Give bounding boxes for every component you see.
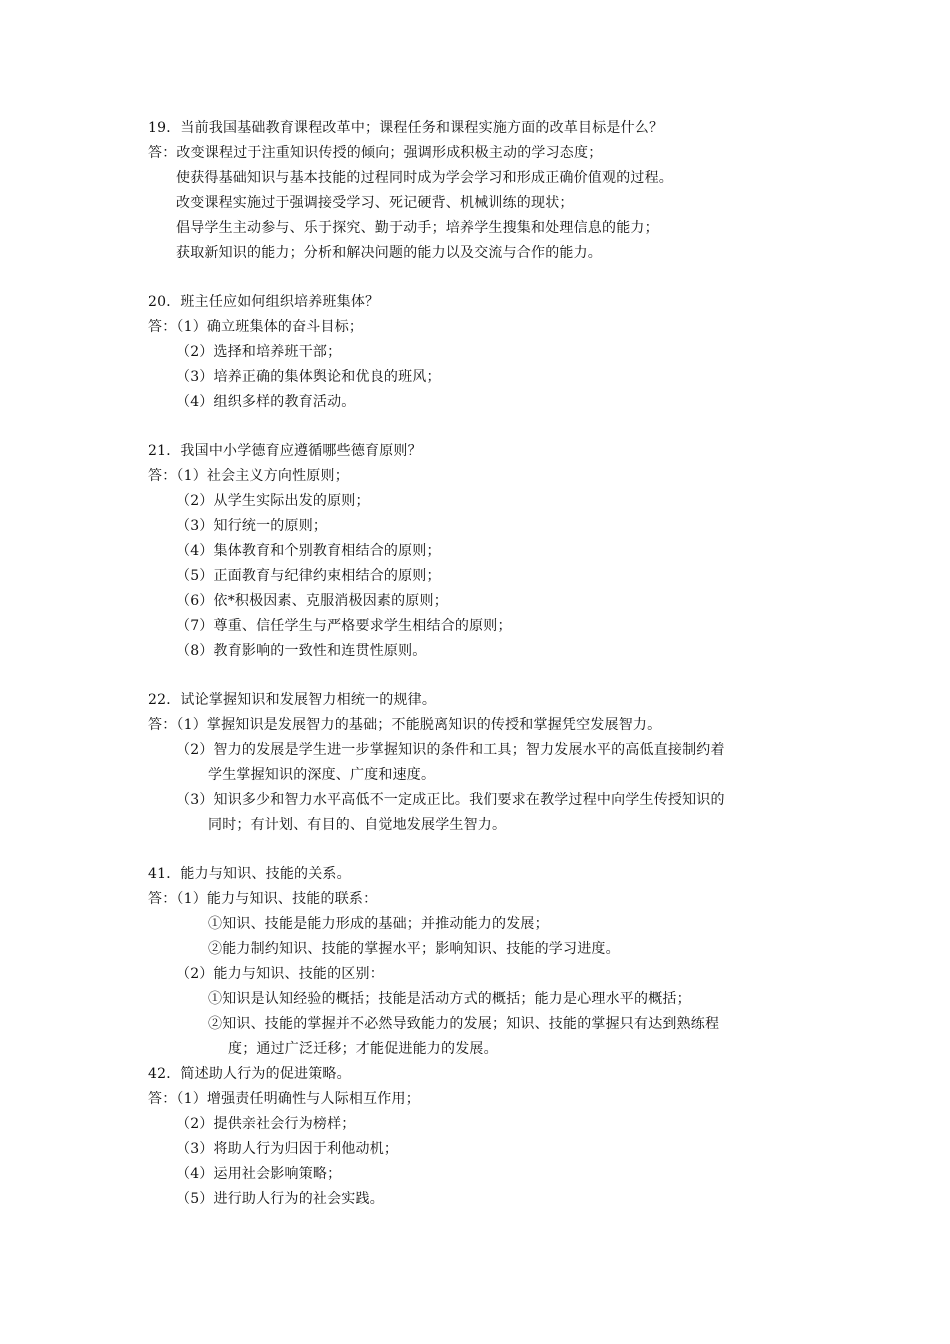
answer-41-line: 度；通过广泛迁移；才能促进能力的发展。: [228, 1041, 498, 1057]
answer-22-line: （3）知识多少和智力水平高低不一定成正比。我们要求在教学过程中向学生传授知识的: [176, 792, 725, 808]
answer-19-line: 倡导学生主动参与、乐于探究、勤于动手；培养学生搜集和处理信息的能力；: [176, 220, 659, 236]
answer-42-line: （2）提供亲社会行为榜样；: [176, 1116, 356, 1132]
answer-42-line: （4）运用社会影响策略；: [176, 1166, 342, 1182]
question-22-title: 22．试论掌握知识和发展智力相统一的规律。: [148, 692, 437, 708]
answer-21-line: （6）依*积极因素、克服消极因素的原则；: [176, 593, 448, 609]
answer-19-line: 获取新知识的能力；分析和解决问题的能力以及交流与合作的能力。: [176, 245, 602, 261]
answer-20-line: （2）选择和培养班干部；: [176, 344, 342, 360]
answer-21-line: （7）尊重、信任学生与严格要求学生相结合的原则；: [176, 618, 512, 634]
answer-41-line: ①知识、技能是能力形成的基础；并推动能力的发展；: [208, 916, 549, 932]
answer-20-line: （3）培养正确的集体舆论和优良的班风；: [176, 369, 441, 385]
question-19-title: 19．当前我国基础教育课程改革中；课程任务和课程实施方面的改革目标是什么？: [148, 120, 664, 136]
answer-21-line: （4）集体教育和个别教育相结合的原则；: [176, 543, 441, 559]
question-41-title: 41．能力与知识、技能的关系。: [148, 866, 351, 882]
answer-22-line: 答：（1）掌握知识是发展智力的基础；不能脱离知识的传授和掌握凭空发展智力。: [148, 717, 662, 733]
answer-20-line: （4）组织多样的教育活动。: [176, 394, 356, 410]
answer-41-line: （2）能力与知识、技能的区别：: [176, 966, 384, 982]
answer-42-line: 答：（1）增强责任明确性与人际相互作用；: [148, 1091, 420, 1107]
question-20-title: 20．班主任应如何组织培养班集体？: [148, 294, 380, 310]
answer-21-line: 答：（1）社会主义方向性原则；: [148, 468, 349, 484]
answer-19-line: 答：改变课程过于注重知识传授的倾向；强调形成积极主动的学习态度；: [148, 145, 603, 161]
answer-22-line: 同时；有计划、有目的、自觉地发展学生智力。: [208, 817, 507, 833]
answer-22-line: （2）智力的发展是学生进一步掌握知识的条件和工具；智力发展水平的高低直接制约着: [176, 742, 725, 758]
answer-42-line: （5）进行助人行为的社会实践。: [176, 1191, 384, 1207]
answer-20-line: 答：（1）确立班集体的奋斗目标；: [148, 319, 364, 335]
answer-21-line: （3）知行统一的原则；: [176, 518, 328, 534]
answer-22-line: 学生掌握知识的深度、广度和速度。: [208, 767, 436, 783]
question-21-title: 21．我国中小学德育应遵循哪些德育原则？: [148, 443, 422, 459]
answer-41-line: 答：（1）能力与知识、技能的联系：: [148, 891, 378, 907]
answer-19-line: 使获得基础知识与基本技能的过程同时成为学会学习和形成正确价值观的过程。: [176, 170, 673, 186]
answer-41-line: ②能力制约知识、技能的掌握水平；影响知识、技能的学习进度。: [208, 941, 620, 957]
answer-42-line: （3）将助人行为归因于利他动机；: [176, 1141, 399, 1157]
answer-21-line: （2）从学生实际出发的原则；: [176, 493, 370, 509]
answer-21-line: （8）教育影响的一致性和连贯性原则。: [176, 643, 427, 659]
answer-41-line: ①知识是认知经验的概括；技能是活动方式的概括；能力是心理水平的概括；: [208, 991, 691, 1007]
answer-41-line: ②知识、技能的掌握并不必然导致能力的发展；知识、技能的掌握只有达到熟练程: [208, 1016, 720, 1032]
answer-21-line: （5）正面教育与纪律约束相结合的原则；: [176, 568, 441, 584]
answer-19-line: 改变课程实施过于强调接受学习、死记硬背、机械训练的现状；: [176, 195, 574, 211]
question-42-title: 42．简述助人行为的促进策略。: [148, 1066, 351, 1082]
